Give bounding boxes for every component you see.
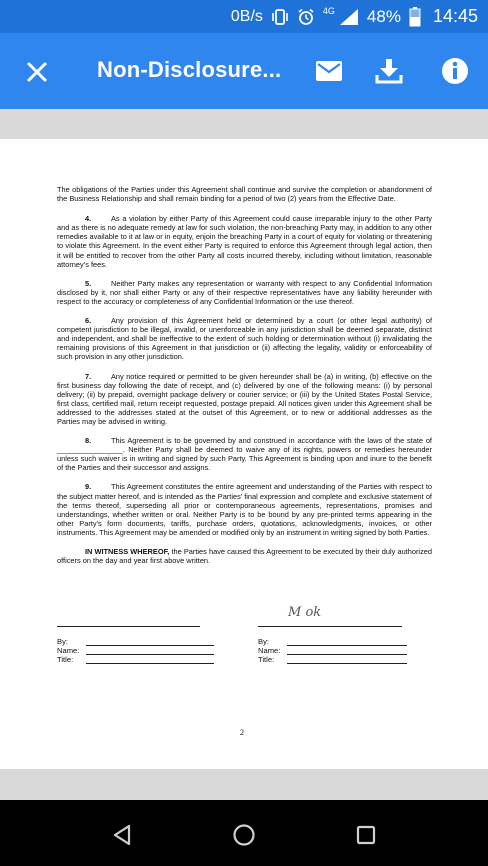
title-line-right: [287, 663, 407, 664]
clause-text: This Agreement is to be governed by and construed in accordance with the laws of the state of ________________. Neither Party shall be deemed to waive any of its rights, powers or remedies hereunder unless such waiver is in writing and signed by such Party. This Agreement is binding upon and inure to the benefit of the Parties and their successor and assigns.: [57, 436, 432, 473]
clause-number: 4.: [85, 214, 92, 224]
intro-paragraph: The obligations of the Parties under this Agreement shall continue and survive the completion or abandonment of the Business Relationship and shall remain binding for a period of two (2) years from the Effective Date.: [57, 185, 432, 204]
status-bar: [0, 0, 488, 33]
clause-text: This Agreement constitutes the entire agreement and understanding of the Parties with respect to the subject matter hereof, and is intended as the Parties’ final expression and complete and exclusive statement of the terms thereof, superseding all prior or contemporaneous agreements, representations, promises and understandings, whether written or oral. Neither Party is to be bound by any pre-printed terms appearing in the other Party’s form documents, tariffs, purchase orders, quotations, acknowledgments, invoices, or other instruments. This Agreement may be amended or modified only by an instrument in writing signed by both Parties.: [57, 482, 432, 537]
title-line-left: [86, 663, 214, 664]
by-label-left: By:: [57, 637, 68, 646]
document-page[interactable]: [0, 139, 488, 769]
by-line-left: [86, 645, 214, 646]
app-bar: [0, 33, 488, 109]
page-number: 2: [240, 728, 244, 737]
viewer-background-bottom: [0, 769, 488, 800]
network-speed: 0B/s: [230, 7, 263, 25]
info-icon: [441, 57, 469, 85]
clause-7: [57, 372, 432, 427]
name-line-left: [86, 654, 214, 655]
home-circle-icon: [232, 823, 256, 847]
network-type: 4G: [322, 5, 335, 16]
download-button[interactable]: [372, 55, 406, 87]
close-button[interactable]: [22, 57, 52, 87]
clause-number: 5.: [85, 278, 92, 288]
navigation-bar: [0, 800, 488, 866]
clause-text: Any notice required or permitted to be given hereunder shall be (a) in writing, (b) effective on the first business day following the date of receipt, and (c) delivered by one of the following means: (i) by personal delivery; (ii) by prepaid, overnight package delivery or courier service; or (iii) by the United States Postal Service, first class, certified mail, return receipt requested, postage prepaid. All notices given under this Agreement shall be addressed to the addresses stated at the outset of this Agreement, or to new or additional addresses as the Parties may be advised in writing.: [57, 371, 432, 426]
recents-button[interactable]: [351, 820, 381, 850]
name-label-left: Name:: [57, 646, 80, 655]
by-line-right: [287, 645, 407, 646]
back-button[interactable]: [108, 820, 138, 850]
clause-number: 7.: [85, 371, 92, 381]
download-icon: [375, 57, 403, 85]
signature-line-left: [57, 626, 200, 627]
witness-paragraph: [57, 547, 432, 565]
clause-6: [57, 316, 432, 361]
handwritten-signature: M ok: [288, 605, 322, 620]
clause-4: [57, 214, 432, 269]
title-label-right: Title:: [258, 655, 275, 664]
witness-heading: IN WITNESS WHEREOF,: [85, 547, 170, 556]
signature-line-right: [258, 626, 402, 627]
clause-number: 6.: [85, 316, 92, 326]
clause-text: Neither Party makes any representation or warranty with respect to any Confidential Information disclosed by it, nor shall either Party or any of their respective representatives have any liability hereunder with respect to the accuracy or completeness of any Confidential Information or the use thereof.: [57, 278, 432, 306]
clause-number: 8.: [85, 436, 92, 446]
viewer-background-top: [0, 109, 488, 139]
clock: 14:45: [432, 6, 478, 26]
battery-icon: [409, 7, 421, 27]
close-icon: [22, 57, 52, 87]
clause-text: Any provision of this Agreement held or determined by a court (or other legal authority) of competent jurisdiction to be illegal, invalid, or unenforceable in any jurisdiction shall be deemed separate, distinct and independent, and shall be ineffective to the extent of such holding or determination without (i) invalidating the remaining provisions of this Agreement in that jurisdiction or (ii) affecting the legality, validity or enforceability of such provision in any other jurisdiction.: [57, 316, 432, 362]
battery-percent: 48%: [366, 6, 401, 26]
vibrate-icon: [271, 8, 289, 26]
alarm-icon: [297, 8, 315, 26]
name-line-right: [287, 654, 407, 655]
clause-8: [57, 436, 432, 472]
by-label-right: By:: [258, 637, 269, 646]
document-body: [57, 185, 432, 575]
home-button[interactable]: [229, 820, 259, 850]
clause-5: [57, 279, 432, 306]
name-label-right: Name:: [258, 646, 281, 655]
mail-icon: [316, 61, 342, 81]
witness-text: the Parties have caused this Agreement to be executed by their duly authorized officers on the day and year first above written.: [57, 547, 432, 566]
clause-number: 9.: [85, 482, 92, 492]
clause-text: As a violation by either Party of this Agreement could cause irreparable injury to the other Party and as there is no adequate remedy at law for such violation, the non-breaching Party may, in addition to any other remedies available to it at law or in equity, enjoin the breaching Party in a court of equity for violating or threatening to violate this Agreement. In the event either Party is required to enforce this Agreement through legal action, then it will be entitled to recover from the other Party all costs incurred thereby, including without limitation, reasonable attorney’s fees.: [57, 214, 432, 269]
document-title: Non-Disclosure...: [97, 57, 282, 82]
info-button[interactable]: [438, 55, 472, 87]
email-button[interactable]: [312, 55, 346, 87]
clause-9: [57, 482, 432, 537]
signal-icon: [339, 8, 359, 26]
back-triangle-icon: [112, 824, 134, 846]
recents-square-icon: [355, 824, 377, 846]
title-label-left: Title:: [57, 655, 74, 664]
